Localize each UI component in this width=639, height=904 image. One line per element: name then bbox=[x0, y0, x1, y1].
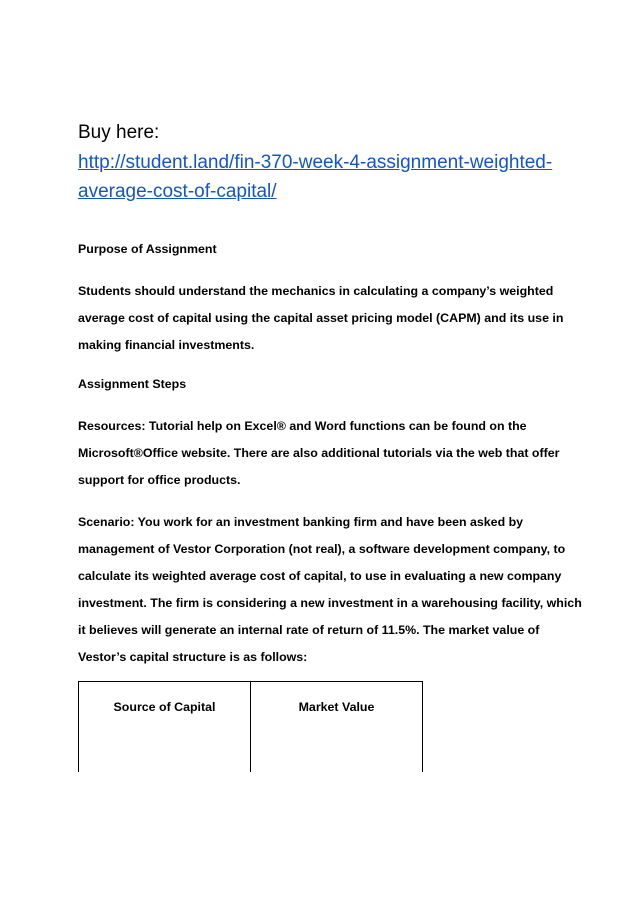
table-header-row bbox=[79, 682, 423, 773]
table-header-source-label: Source of Capital bbox=[113, 700, 216, 714]
purpose-line-1: Students should understand the mechanics in calculating a company’s weighted bbox=[78, 284, 554, 298]
buy-here-label: Buy here: bbox=[78, 122, 160, 143]
purchase-link-line-1: http://student.land/fin-370-week-4-assignment-weighted- bbox=[78, 152, 553, 173]
purchase-link[interactable] bbox=[78, 148, 598, 206]
scenario-line-6: Vestor’s capital structure is as follows: bbox=[78, 650, 308, 664]
resources-line-1: Resources: Tutorial help on Excel® and Word functions can be found on the bbox=[78, 419, 527, 433]
resources-line-3: support for office products. bbox=[78, 473, 241, 487]
scenario-line-5: it believes will generate an internal rate of return of 11.5%. The market value of bbox=[78, 623, 540, 637]
scenario-line-3: calculate its weighted average cost of capital, to use in evaluating a new company bbox=[78, 569, 562, 583]
steps-heading: Assignment Steps bbox=[78, 377, 187, 391]
scenario-line-1: Scenario: You work for an investment banking firm and have been asked by bbox=[78, 515, 524, 529]
purchase-link-line-2: average-cost-of-capital/ bbox=[78, 181, 277, 202]
table-header-market-value bbox=[251, 682, 423, 773]
table-header-source bbox=[79, 682, 251, 773]
resources-line-2: Microsoft®Office website. There are also additional tutorials via the web that offer bbox=[78, 446, 560, 460]
table-header-market-value-label: Market Value bbox=[298, 700, 375, 714]
purpose-line-2: average cost of capital using the capital asset pricing model (CAPM) and its use in bbox=[78, 311, 564, 325]
purpose-line-3: making financial investments. bbox=[78, 338, 255, 352]
capital-structure-table bbox=[78, 681, 423, 772]
scenario-line-2: management of Vestor Corporation (not real), a software development company, to bbox=[78, 542, 566, 556]
scenario-line-4: investment. The firm is considering a new investment in a warehousing facility, which bbox=[78, 596, 582, 610]
purpose-heading: Purpose of Assignment bbox=[78, 242, 217, 256]
